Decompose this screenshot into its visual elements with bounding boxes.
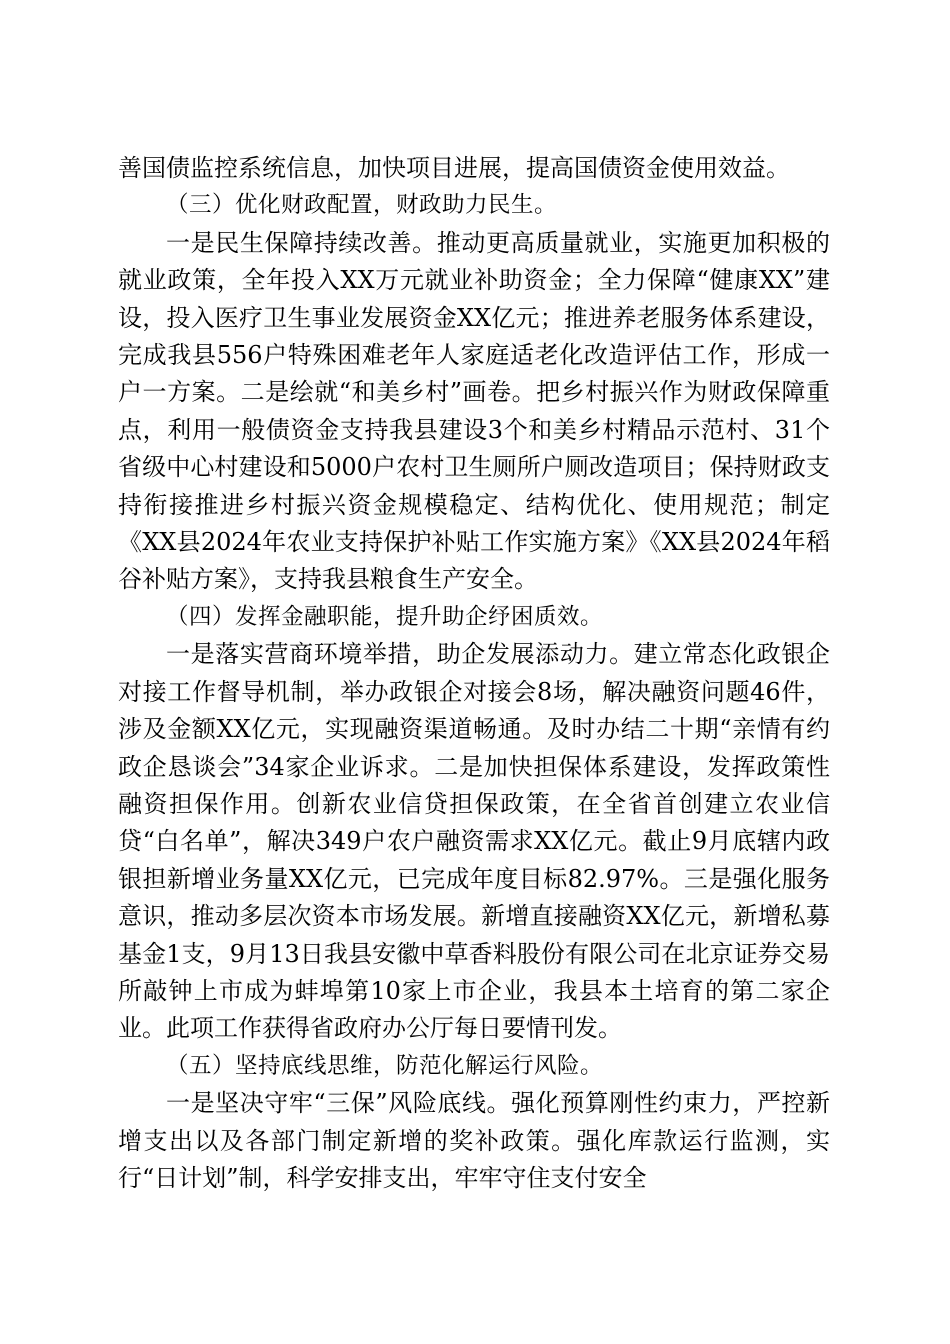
paragraph-finance: 一是落实营商环境举措，助企发展添动力。建立常态化政银企对接工作督导机制，举办政银企对接会8场，解决融资问题46件，涉及金额XX亿元，实现融资渠道畅通。及时办结二十期“亲情有约政企恳谈会”34家企业诉求。二是加快担保体系建设，发挥政策性融资担保作用。创新农业信贷担保政策，在全省首创建立农业信贷“白名单”，解决349户农户融资需求XX亿元。截止9月底辖内政银担新增业务量XX亿元，已完成年度目标82.97%。三是强化服务意识，推动多层次资本市场发展。新增直接融资XX亿元，新增私募基金1支，9月13日我县安徽中草香料股份有限公司在北京证券交易所敲钟上市成为蚌埠第10家上市企业，我县本土培育的第二家企业。此项工作获得省政府办公厅每日要情刊发。 xyxy=(118,640,830,1043)
section-heading-4: （四）发挥金融职能，提升助企纾困质效。 xyxy=(166,603,604,630)
document-body xyxy=(118,150,830,1197)
paragraph-livelihood: 一是民生保障持续改善。推动更高质量就业，实施更加积极的就业政策，全年投入XX万元就业补助资金；全力保障“健康XX”建设，投入医疗卫生事业发展资金XX亿元；推进养老服务体系建设，完成我县556户特殊困难老年人家庭适老化改造评估工作，形成一户一方案。二是绘就“和美乡村”画卷。把乡村振兴作为财政保障重点，利用一般债资金支持我县建设3个和美乡村精品示范村、31个省级中心村建设和5000户农村卫生厕所户厕改造项目；保持财政支持衔接推进乡村振兴资金规模稳定、结构优化、使用规范；制定《XX县2024年农业支持保护补贴工作实施方案》《XX县2024年稻谷补贴方案》，支持我县粮食生产安全。 xyxy=(118,228,830,594)
paragraph-continuation: 善国债监控系统信息，加快项目进展，提高国债资金使用效益。 xyxy=(118,154,790,182)
paragraph-risk: 一是坚决守牢“三保”风险底线。强化预算刚性约束力，严控新增支出以及各部门制定新增的奖补政策。强化库款运行监测，实行“日计划”制，科学安排支出，牢牢守住支付安全 xyxy=(118,1089,830,1192)
section-heading-5: （五）坚持底线思维，防范化解运行风险。 xyxy=(166,1052,604,1079)
section-heading-3: （三）优化财政配置，财政助力民生。 xyxy=(166,192,558,219)
